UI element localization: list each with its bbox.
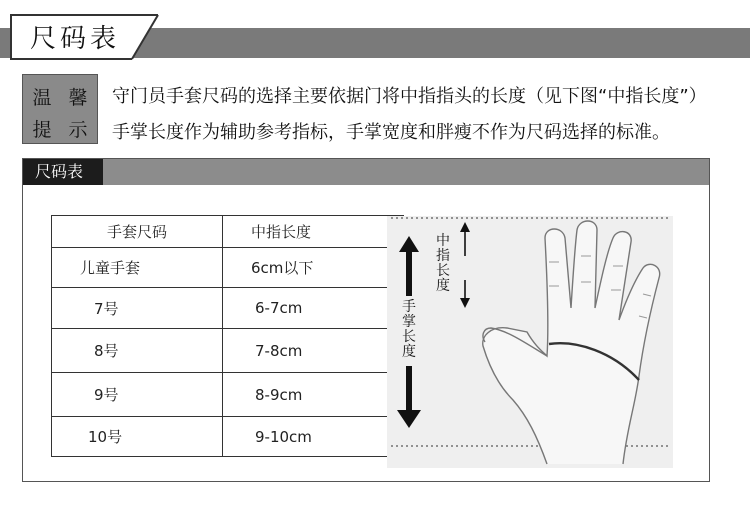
- arrow-down-icon: [397, 410, 421, 428]
- header-length: 中指长度: [223, 216, 404, 248]
- palm-length-label: 手掌长度: [402, 299, 416, 360]
- panel-title: 尺码表: [23, 159, 103, 185]
- table-row: [52, 417, 404, 457]
- table-row: [52, 288, 404, 329]
- arrow-up-icon: [399, 236, 419, 252]
- header-size: 手套尺码: [52, 216, 223, 248]
- length-cell: 6-7cm: [223, 288, 404, 329]
- size-cell: 9号: [52, 373, 223, 417]
- panel-header: [23, 159, 709, 185]
- tip-char: 温: [32, 87, 52, 109]
- tip-char: 馨: [68, 87, 88, 109]
- length-cell: 9-10cm: [223, 417, 404, 457]
- page-title: 尺码表: [30, 24, 121, 54]
- size-cell: 8号: [52, 329, 223, 373]
- hand-measurement-figure: [387, 216, 673, 468]
- size-cell: 7号: [52, 288, 223, 329]
- arrow-up-icon: [460, 222, 470, 232]
- hand-illustration: [387, 216, 673, 468]
- size-cell: 儿童手套: [52, 248, 223, 288]
- tip-badge: [22, 74, 98, 144]
- size-table: [51, 215, 404, 457]
- table-row: [52, 329, 404, 373]
- table-row: [52, 248, 404, 288]
- tip-text-line-1: 守门员手套尺码的选择主要依据门将中指指头的长度（见下图“中指长度”）: [112, 86, 707, 107]
- tip-char: 示: [68, 119, 88, 141]
- arrow-down-icon: [460, 298, 470, 308]
- length-cell: 8-9cm: [223, 373, 404, 417]
- middle-finger-length-label: 中指长度: [436, 233, 450, 294]
- length-cell: 6cm以下: [223, 248, 404, 288]
- banner-tab-edge: [128, 14, 164, 60]
- table-row: [52, 373, 404, 417]
- table-header-row: [52, 216, 404, 248]
- tip-text-line-2: 手掌长度作为辅助参考指标，手掌宽度和胖瘦不作为尺码选择的标准。: [112, 122, 670, 143]
- tip-char: 提: [32, 119, 52, 141]
- length-cell: 7-8cm: [223, 329, 404, 373]
- size-cell: 10号: [52, 417, 223, 457]
